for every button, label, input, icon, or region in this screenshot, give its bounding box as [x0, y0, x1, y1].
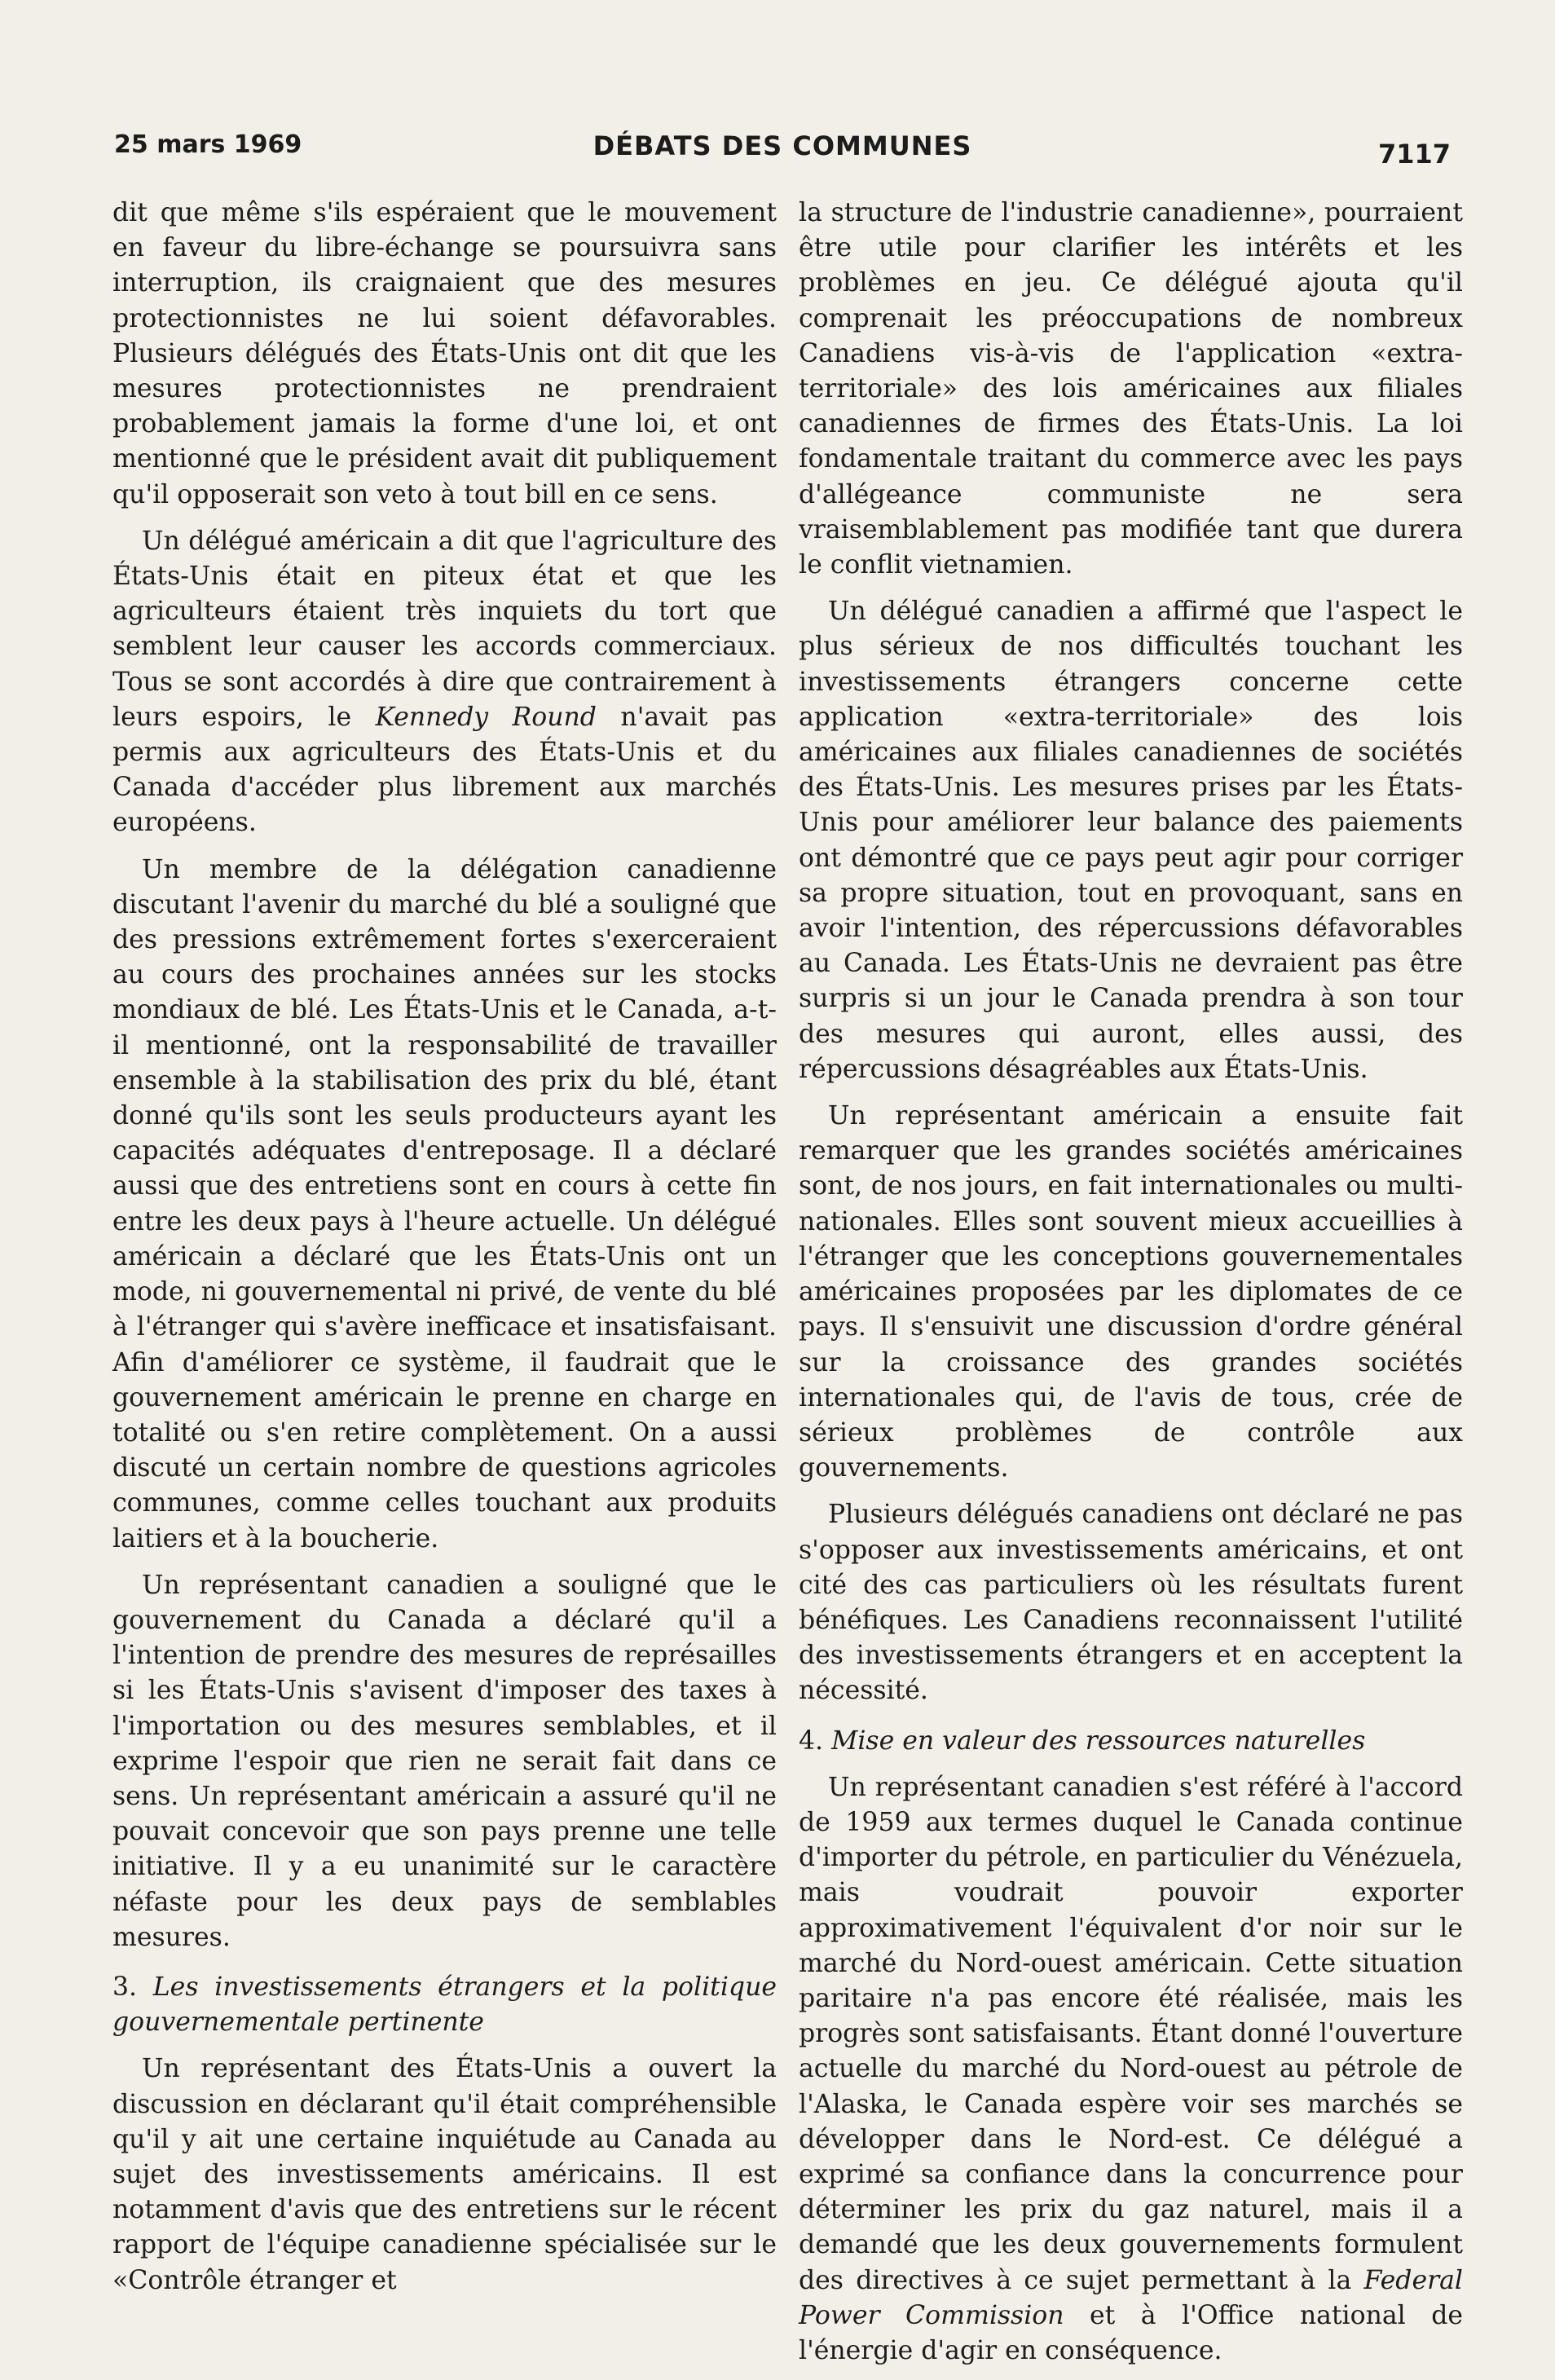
paragraph: Un délégué américain a dit que l'agriculture des États-Unis était en piteux état et que les agriculteurs étaient très inquiets du tort que semblent leur causer les accords commerciaux. Tous se sont accordés à dire que contrairement à leurs espoirs, le Kennedy Round n'avait pas permis aux agriculteurs des États-Unis et du Canada d'accéder plus librement aux marchés européens.: [112, 526, 778, 838]
paragraph: Un délégué canadien a affirmé que l'aspect le plus sérieux de nos difficultés touchant les investissements étrangers concerne cette application «extra-territoriale» des lois américaines aux filiales canadiennes de sociétés des États-Unis. Les mesures prises par les États-Unis pour améliorer leur balance des paiements ont démontré que ce pays peut agir pour corriger sa propre situation, tout en provoquant, sans en avoir l'intention, des répercussions défavorables au Canada. Les États-Unis ne devraient pas être surpris si un jour le Canada prendra à son tour des mesures qui auront, elles aussi, des répercussions désagréables aux États-Unis.: [799, 597, 1463, 1084]
header-page-number: 7117: [1377, 139, 1451, 170]
header-date: 25 mars 1969: [114, 130, 302, 159]
section-heading: 4. Mise en valeur des ressources naturelles: [799, 1726, 1366, 1756]
paragraph: Un représentant américain a ensuite fait remarquer que les grandes sociétés américaines sont, de nos jours, en fait internationales ou multi-nationales. Elles sont souvent mieux accueillies à l'étranger que les conceptions gouvernementales américaines proposées par les diplomates de ce pays. Il s'ensuivit une discussion d'ordre général sur la croissance des grandes sociétés internationales qui, de l'avis de tous, crée de sérieux problèmes de contrôle aux gouvernements.: [799, 1101, 1463, 1483]
paragraph: Un représentant canadien s'est référé à l'accord de 1959 aux termes duquel le Canada continue d'importer du pétrole, en particulier du Vénézuela, mais voudrait pouvoir exporter approximativement l'équivalent d'or noir sur le marché du Nord-ouest américain. Cette situation paritaire n'a pas encore été réalisée, mais les progrès sont satisfaisants. Étant donné l'ouverture actuelle du marché du Nord-ouest au pétrole de l'Alaska, le Canada espère voir ses marchés se développer dans le Nord-est. Ce délégué a exprimé sa confiance dans la concurrence pour déterminer les prix du gaz naturel, mais il a demandé que les deux gouvernements formulent des directives à ce sujet permettant à la Federal Power Commission et à l'Office national de l'énergie d'agir en conséquence.: [799, 1772, 1463, 2365]
header-title: DÉBATS DES COMMUNES: [592, 130, 972, 161]
section-heading: 3. Les investissements étrangers et la politique gouvernementale pertinente: [112, 1972, 777, 2038]
left-column: [112, 196, 777, 2310]
paragraph: dit que même s'ils espéraient que le mouvement en faveur du libre-échange se poursuivra sans interruption, ils craignaient que des mesures protectionnistes ne lui soient défavorables. Plusieurs délégués des États-Unis ont dit que les mesures protectionnistes ne prendraient probablement jamais la forme d'une loi, et ont mentionné que le président avait dit publiquement qu'il opposerait son veto à tout bill en ce sens.: [112, 198, 777, 509]
paragraph: Plusieurs délégués canadiens ont déclaré ne pas s'opposer aux investissements américains, et ont cité des cas particuliers où les résultats furent bénéfiques. Les Canadiens reconnaissent l'utilité des investissements étrangers et en acceptent la nécessité.: [799, 1500, 1463, 1706]
paragraph: Un représentant des États-Unis a ouvert la discussion en déclarant qu'il était compréhensible qu'il y ait une certaine inquiétude au Canada au sujet des investissements américains. Il est notamment d'avis que des entretiens sur le récent rapport de l'équipe canadienne spécialisée sur le «Contrôle étranger et: [112, 2054, 777, 2295]
paragraph: Un membre de la délégation canadienne discutant l'avenir du marché du blé a souligné que des pressions extrêmement fortes s'exerceraient au cours des prochaines années sur les stocks mondiaux de blé. Les États-Unis et le Canada, a-t-il mentionné, ont la responsabilité de travailler ensemble à la stabilisation des prix du blé, étant donné qu'ils sont les seuls producteurs ayant les capacités adéquates d'entreposage. Il a déclaré aussi que des entretiens sont en cours à cette fin entre les deux pays à l'heure actuelle. Un délégué américain a déclaré que les États-Unis ont un mode, ni gouvernemental ni privé, de vente du blé à l'étranger qui s'avère inefficace et insatisfaisant. Afin d'améliorer ce système, il faudrait que le gouvernement américain le prenne en charge en totalité ou s'en retire complètement. On a aussi discuté un certain nombre de questions agricoles communes, comme celles touchant aux produits laitiers et à la boucherie.: [112, 854, 777, 1554]
page-header: [114, 130, 1451, 179]
paragraph: la structure de l'industrie canadienne», pourraient être utile pour clarifier les intérêts et les problèmes en jeu. Ce délégué ajouta qu'il comprenait les préoccupations de nombreux Canadiens vis-à-vis de l'application «extra-territoriale» des lois américaines aux filiales canadiennes de firmes des États-Unis. La loi fondamentale traitant du commerce avec les pays d'allégeance communiste ne sera vraisemblablement pas modifiée tant que durera le conflit vietnamien.: [799, 198, 1463, 580]
paragraph: Un représentant canadien a souligné que le gouvernement du Canada a déclaré qu'il a l'intention de prendre des mesures de représailles si les États-Unis s'avisent d'imposer des taxes à l'importation ou des mesures semblables, et il exprime l'espoir que rien ne serait fait dans ce sens. Un représentant américain a assuré qu'il ne pouvait concevoir que son pays prenne une telle initiative. Il y a eu unanimité sur le caractère néfaste pour les deux pays de semblables mesures.: [112, 1570, 777, 1952]
right-column: [799, 196, 1463, 2380]
